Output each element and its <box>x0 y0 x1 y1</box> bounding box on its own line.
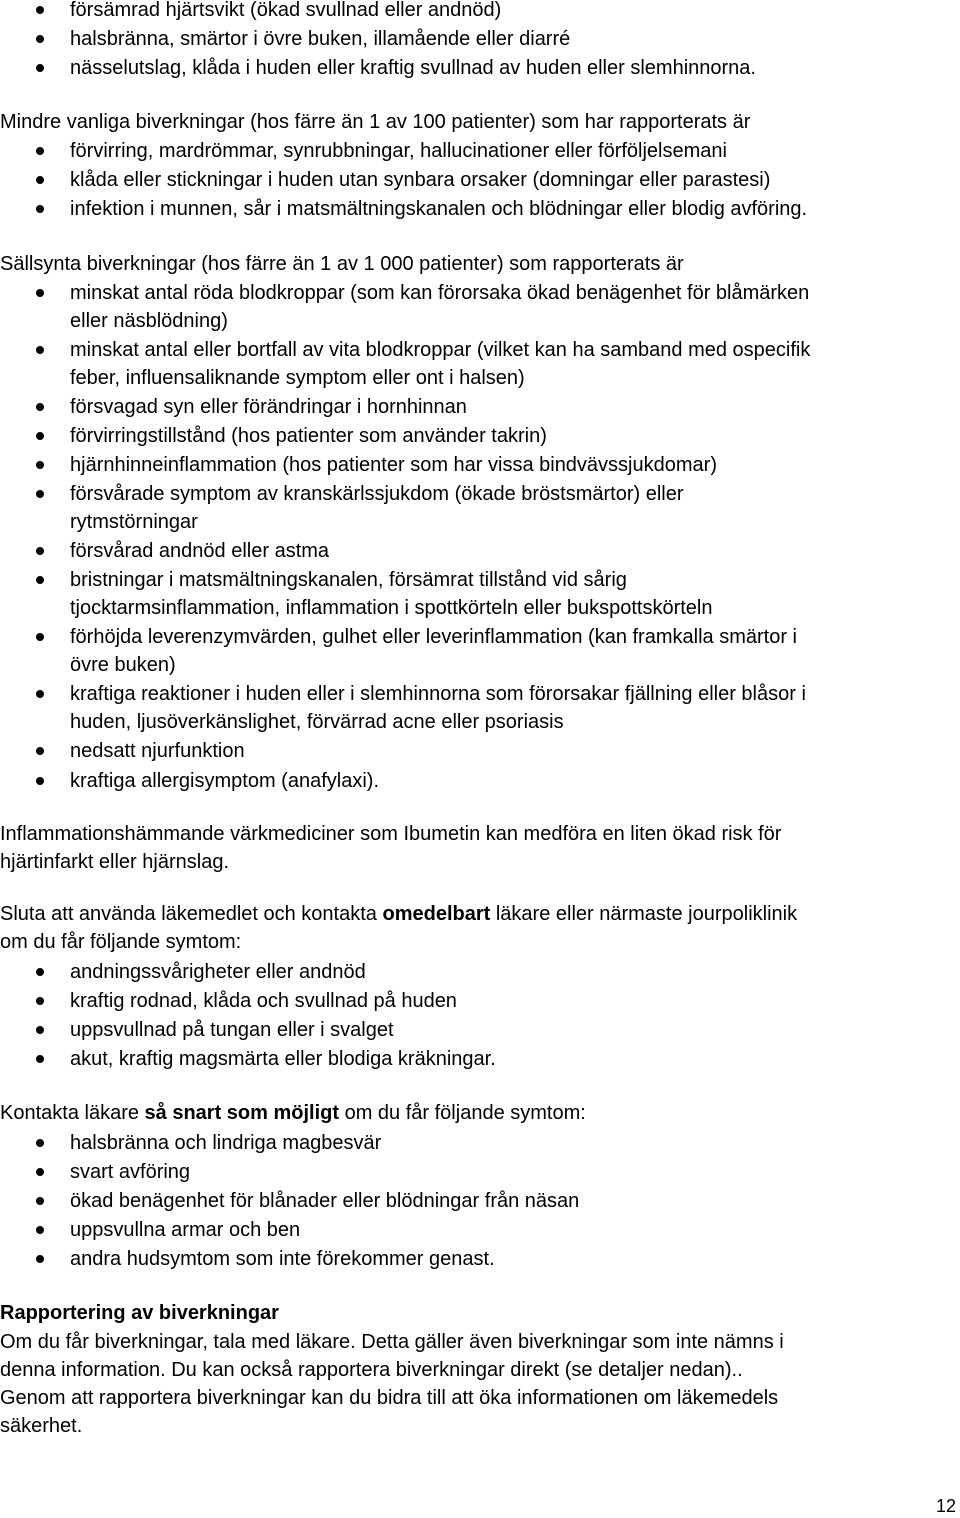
list-item: andra hudsymtom som inte förekommer genast. <box>70 1248 495 1270</box>
list-item: infektion i munnen, sår i matsmältningskanalen och blödningar eller blodig avföring. <box>70 198 808 220</box>
bullet <box>36 777 44 785</box>
bullet <box>36 147 44 155</box>
reporting-heading: Rapportering av biverkningar <box>0 1302 279 1324</box>
reporting-line: säkerhet. <box>0 1415 83 1437</box>
list-item: förvirring, mardrömmar, synrubbningar, hallucinationer eller förföljelsemani <box>70 140 727 162</box>
list-item: halsbränna, smärtor i övre buken, illamående eller diarré <box>70 28 571 50</box>
stop-intro-line2: om du får följande symtom: <box>0 931 242 953</box>
list-item: nedsatt njurfunktion <box>70 740 245 762</box>
nsaid-note-line: Inflammationshämmande värkmediciner som Ibumetin kan medföra en liten ökad risk för <box>0 823 782 845</box>
list-item: uppsvullnad på tungan eller i svalget <box>70 1019 394 1041</box>
bullet <box>36 346 44 354</box>
list-item: kraftiga allergisymptom (anafylaxi). <box>70 770 379 792</box>
list-item-cont: övre buken) <box>70 654 176 676</box>
bullet <box>36 1026 44 1034</box>
bullet <box>36 747 44 755</box>
bullet <box>36 176 44 184</box>
bullet <box>36 432 44 440</box>
list-item: andningssvårigheter eller andnöd <box>70 961 366 983</box>
list-item-cont: huden, ljusöverkänslighet, förvärrad acne eller psoriasis <box>70 711 564 733</box>
bullet <box>36 997 44 1005</box>
bullet <box>36 490 44 498</box>
list-item: kraftiga reaktioner i huden eller i slemhinnorna som förorsakar fjällning eller blåsor i <box>70 683 806 705</box>
list-item-cont: feber, influensaliknande symptom eller ont i halsen) <box>70 367 525 389</box>
bullet <box>36 690 44 698</box>
bullet <box>36 968 44 976</box>
bullet <box>36 205 44 213</box>
bullet <box>36 547 44 555</box>
list-item: hjärnhinneinflammation (hos patienter som har vissa bindvävssjukdomar) <box>70 454 717 476</box>
list-item: bristningar i matsmältningskanalen, försämrat tillstånd vid sårig <box>70 569 627 591</box>
bullet <box>36 1255 44 1263</box>
list-item: förhöjda leverenzymvärden, gulhet eller leverinflammation (kan framkalla smärtor i <box>70 626 797 648</box>
contact-intro: Kontakta läkare så snart som möjligt om du får följande symtom: <box>0 1102 586 1124</box>
list-item: minskat antal eller bortfall av vita blodkroppar (vilket kan ha samband med ospecifik <box>70 339 811 361</box>
reporting-line: Om du får biverkningar, tala med läkare. Detta gäller även biverkningar som inte nämns i <box>0 1331 784 1353</box>
bullet <box>36 289 44 297</box>
contact-emphasis: så snart som möjligt <box>144 1102 340 1124</box>
uncommon-intro: Mindre vanliga biverkningar (hos färre än 1 av 100 patienter) som har rapporterats är <box>0 111 751 133</box>
list-item: nässelutslag, klåda i huden eller kraftig svullnad av huden eller slemhinnorna. <box>70 57 756 79</box>
page-number: 12 <box>935 1496 956 1516</box>
list-item: försvårade symptom av kranskärlssjukdom (ökade bröstsmärtor) eller <box>70 483 684 505</box>
bullet <box>36 576 44 584</box>
list-item: svart avföring <box>70 1161 191 1183</box>
list-item: förvirringstillstånd (hos patienter som använder takrin) <box>70 425 547 447</box>
list-item: kraftig rodnad, klåda och svullnad på huden <box>70 990 457 1012</box>
list-item: försvårad andnöd eller astma <box>70 540 330 562</box>
bullet <box>36 1168 44 1176</box>
list-item: försvagad syn eller förändringar i hornhinnan <box>70 396 467 418</box>
list-item: minskat antal röda blodkroppar (som kan förorsaka ökad benägenhet för blåmärken <box>70 282 810 304</box>
list-item: akut, kraftig magsmärta eller blodiga kräkningar. <box>70 1048 496 1070</box>
bullet <box>36 1139 44 1147</box>
bullet <box>36 1197 44 1205</box>
bullet <box>36 461 44 469</box>
reporting-line: denna information. Du kan också rapportera biverkningar direkt (se detaljer nedan).. <box>0 1359 743 1381</box>
bullet <box>36 633 44 641</box>
nsaid-note-line: hjärtinfarkt eller hjärnslag. <box>0 851 229 873</box>
bullet <box>36 1226 44 1234</box>
stop-emphasis: omedelbart <box>382 903 491 925</box>
list-item-cont: eller näsblödning) <box>70 310 228 332</box>
list-item: försämrad hjärtsvikt (ökad svullnad eller andnöd) <box>70 0 502 21</box>
stop-intro: Sluta att använda läkemedlet och kontakta omedelbart läkare eller närmaste jourpoliklinik <box>0 903 798 925</box>
rare-intro: Sällsynta biverkningar (hos färre än 1 av 1 000 patienter) som rapporterats är <box>0 253 684 275</box>
reporting-line: Genom att rapportera biverkningar kan du bidra till att öka informationen om läkemedels <box>0 1387 779 1409</box>
list-item: halsbränna och lindriga magbesvär <box>70 1132 382 1154</box>
list-item: uppsvullna armar och ben <box>70 1219 301 1241</box>
list-item-cont: rytmstörningar <box>70 511 198 533</box>
bullet <box>36 35 44 43</box>
bullet <box>36 6 44 14</box>
bullet <box>36 64 44 72</box>
list-item: klåda eller stickningar i huden utan synbara orsaker (domningar eller parastesi) <box>70 169 771 191</box>
list-item-cont: tjocktarmsinflammation, inflammation i spottkörteln eller bukspottskörteln <box>70 597 713 619</box>
list-item: ökad benägenhet för blånader eller blödningar från näsan <box>70 1190 580 1212</box>
bullet <box>36 403 44 411</box>
bullet <box>36 1055 44 1063</box>
